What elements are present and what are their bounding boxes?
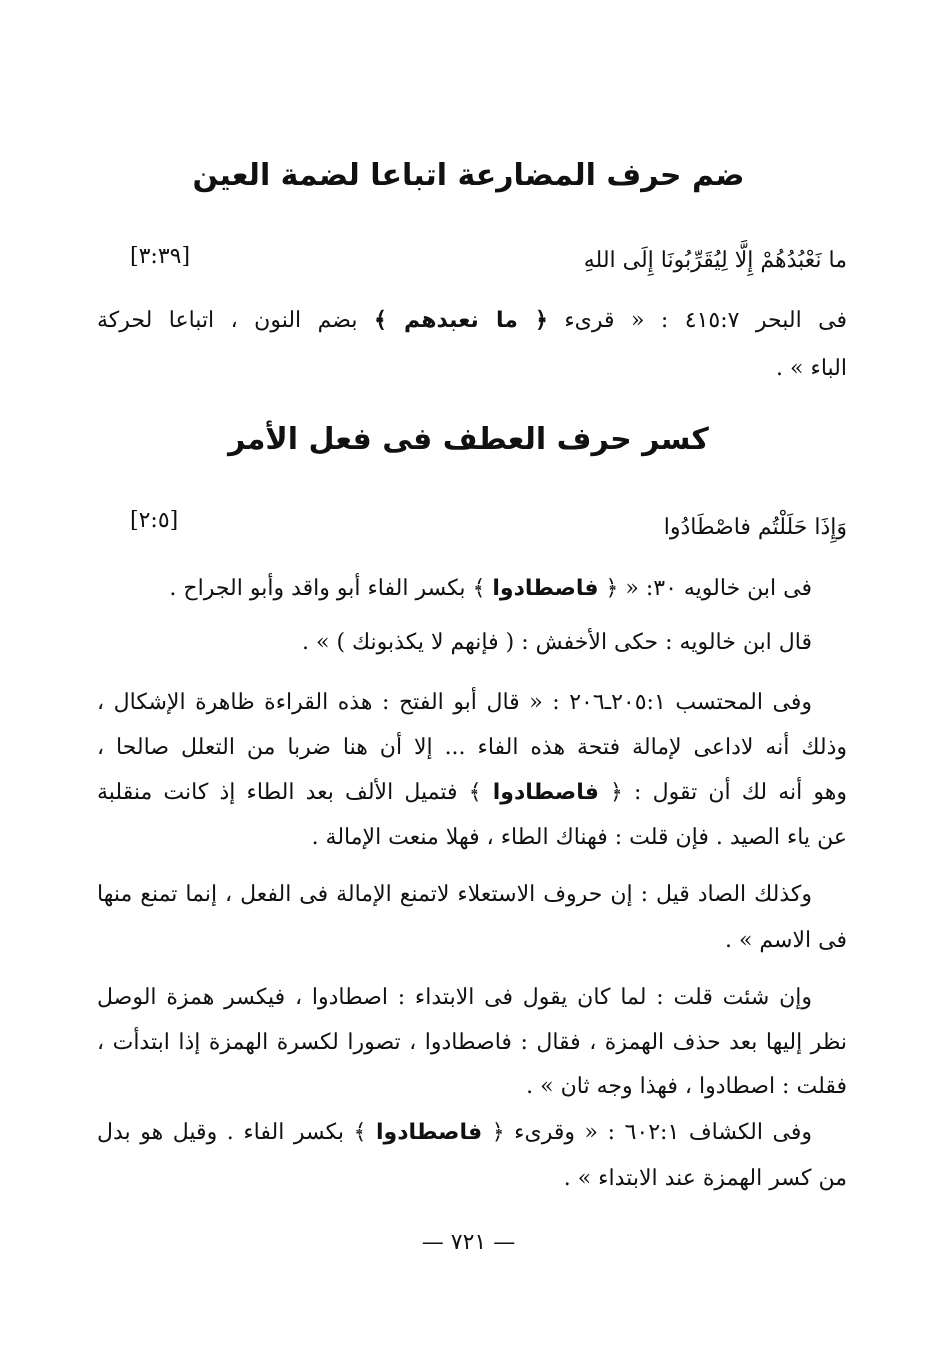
paragraph-1-line-1 — [97, 306, 847, 336]
paragraph-6-line-2: نظر إليها بعد حذف الهمزة ، فقال : فاصطادوا ، تصورا لكسرة الهمزة إذا ابتدأت ، — [97, 1030, 847, 1055]
quoted-term: فاصطادوا — [492, 576, 599, 601]
paragraph-3-line-1: قال ابن خالويه : حكى الأخفش : ( فإنهم لا يكذبونك ) » . — [302, 630, 812, 655]
quran-verse-2: وَإِذَا حَلَلْتُم فاصْطَادُوا — [663, 515, 847, 540]
paragraph-7-line-1 — [97, 1118, 812, 1148]
quoted-term: ﴿ ما نعبدهم ﴾ — [373, 308, 548, 333]
paragraph-5-line-1: وكذلك الصاد قيل : إن حروف الاستعلاء لاتمنع الإمالة فى الفعل ، إنما تمنع منها — [97, 882, 812, 907]
quran-verse-1: ما نَعْبُدُهُمْ إِلَّا لِيُقَرِّبُونَا إِلَى اللهِ — [583, 248, 847, 273]
quoted-term: فاصطادوا — [492, 780, 599, 805]
text-segment: فى ابن خالويه ٣٠: « ﴿ — [605, 576, 812, 601]
verse-reference-2: [٢:٥] — [130, 508, 179, 533]
paragraph-5-line-2: فى الاسم » . — [724, 928, 847, 953]
paragraph-6-line-1: وإن شئت قلت : لما كان يقول فى الابتداء : اصطادوا ، فيكسر همزة الوصل — [97, 985, 812, 1010]
text-segment: ﴾ بكسر الفاء . وقيل هو بدل — [97, 1120, 367, 1145]
text-segment: فى البحر ٤١٥:٧ : « قرىء — [564, 308, 848, 333]
paragraph-4-line-2: وذلك أنه لاداعى لإمالة فتحة هذه الفاء ... إلا أن هنا ضربا من التعلل صالحا ، — [97, 735, 847, 760]
verse-reference-1: [٣:٣٩] — [130, 244, 191, 269]
text-segment: وفى الكشاف ٦٠٢:١ : « وقرىء ﴿ — [491, 1120, 812, 1145]
text-segment: بضم النون ، اتباعا لحركة — [97, 308, 358, 333]
paragraph-4-line-3 — [97, 778, 847, 808]
paragraph-4-line-1: وفى المحتسب ٢٠٥:١ـ٢٠٦ : « قال أبو الفتح : هذه القراءة ظاهرة الإشكال ، — [97, 690, 812, 715]
text-segment: ﴾ بكسر الفاء أبو واقد وأبو الجراح . — [169, 576, 486, 601]
page-number: — ٧٢١ — — [421, 1230, 516, 1255]
text-segment: ﴾ فتميل الألف بعد الطاء إذ كانت منقلبة — [97, 780, 482, 805]
paragraph-2-line-1 — [62, 574, 812, 604]
paragraph-7-line-2: من كسر الهمزة عند الابتداء » . — [563, 1166, 847, 1191]
quoted-term: فاصطادوا — [375, 1120, 483, 1145]
paragraph-6-line-3: فقلت : اصطادوا ، فهذا وجه ثان » . — [526, 1074, 847, 1099]
paragraph-1-line-2: الباء » . — [776, 356, 847, 381]
paragraph-4-line-4: عن ياء الصيد . فإن قلت : فهناك الطاء ، فهلا منعت الإمالة . — [311, 825, 847, 850]
section-heading-2: كسر حرف العطف فى فعل الأمر — [228, 422, 709, 457]
section-heading-1: ضم حرف المضارعة اتباعا لضمة العين — [192, 158, 745, 193]
text-segment: وهو أنه لك أن تقول : ﴿ — [610, 780, 847, 805]
